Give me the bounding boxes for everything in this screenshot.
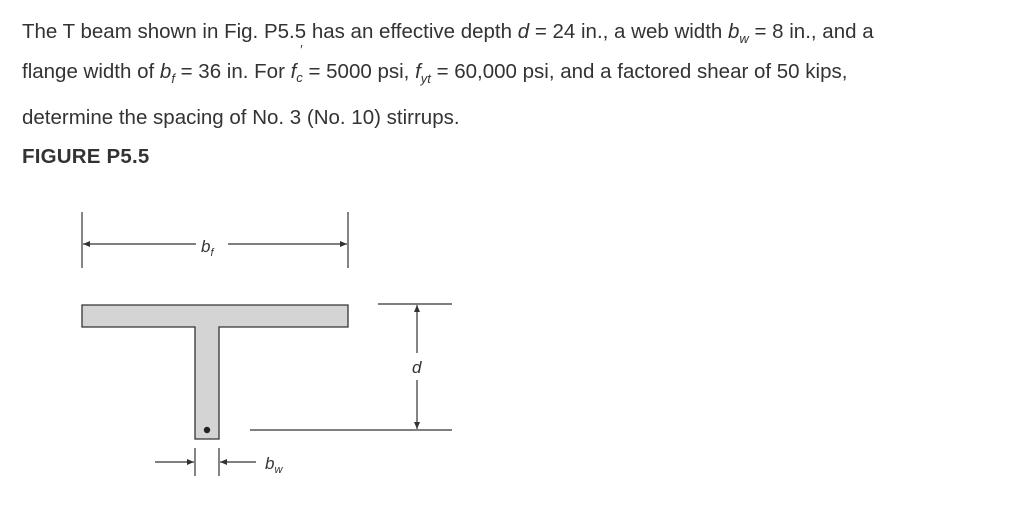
problem-text-7: = 60,000 psi, and a factored shear of 50 kips, [430,60,848,83]
bf-label: $b_f$ [201,237,214,259]
t-beam-section [82,305,348,439]
problem-text-1: The T beam shown in Fig. P5.5 has an effective depth [22,20,518,43]
symbol-bw: $b_w$ [728,20,749,47]
symbol-fc-prime: f ′ c [290,42,303,85]
problem-text-6: = 5000 psi, [302,60,416,83]
figure-caption: FIGURE P5.5 [22,145,150,168]
problem-text-8: determine the spacing of No. 3 (No. 10) stirrups. [22,106,460,129]
symbol-bf: $b_f$ [159,60,175,87]
symbol-d: d [517,20,530,43]
problem-text-2: = 24 in., a web width [529,20,728,43]
flange-width-dimension [82,212,348,268]
problem-text-5: = 36 in. For [174,60,291,83]
reinforcing-bar [204,427,210,433]
web-width-dimension [155,448,283,476]
d-label: d [412,358,422,377]
bw-label: $b_w$ [265,454,283,476]
symbol-fyt: $f_{yt}$ [415,60,431,87]
t-section-shape [82,305,348,439]
problem-text-3: = 8 in., and a [748,20,874,43]
problem-text-4: flange width of [22,60,160,83]
